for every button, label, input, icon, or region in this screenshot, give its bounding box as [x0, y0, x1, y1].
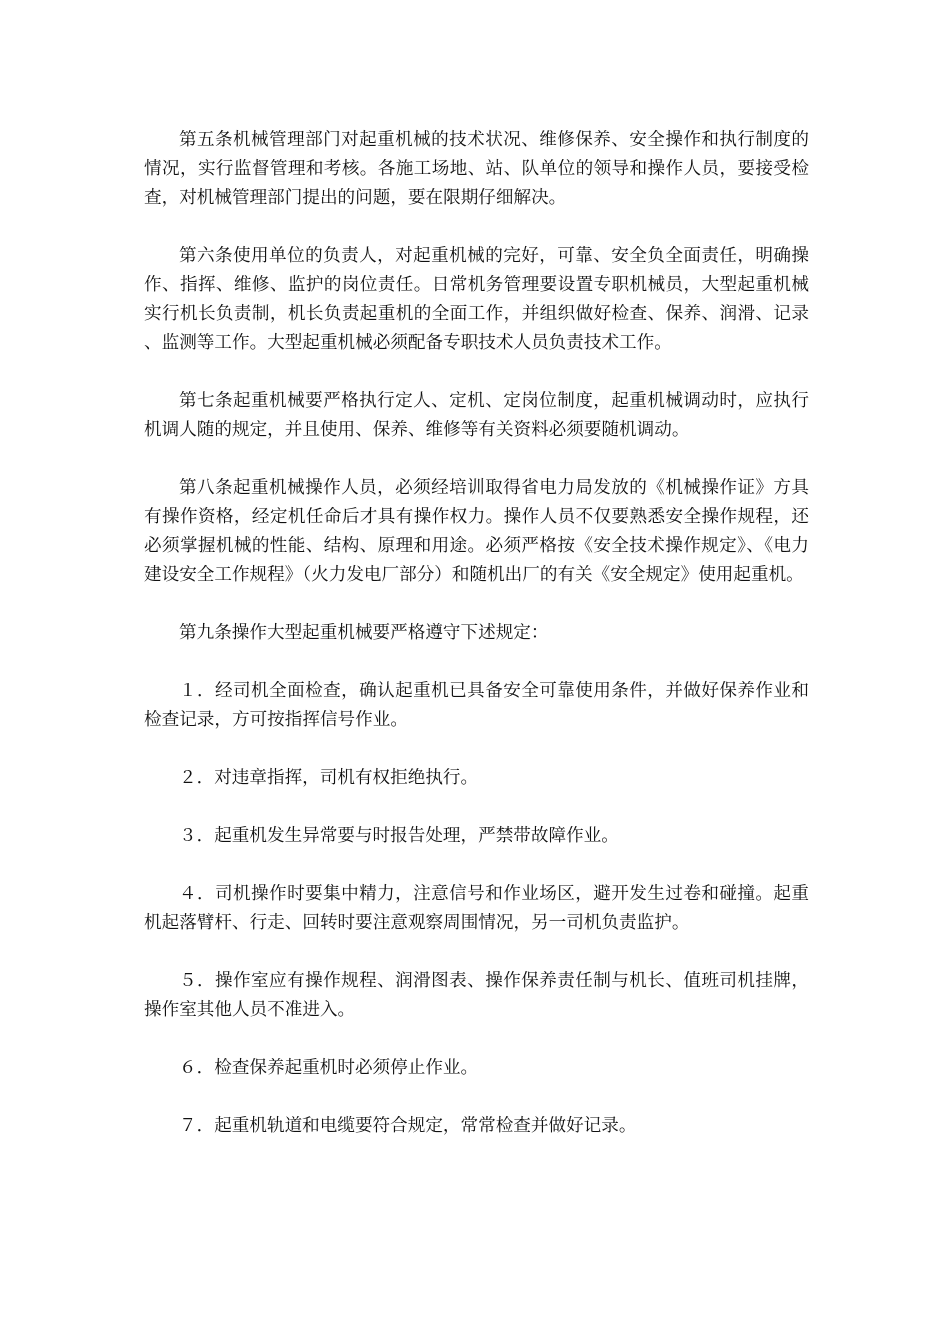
rule-item-6: ６．检查保养起重机时必须停止作业。 — [179, 1058, 479, 1078]
rule-item-1: １．经司机全面检查，确认起重机已具备安全可靠使用条件，并做好保养作业和检查记录，方可按指挥信号作业。 — [144, 681, 809, 730]
rule-item-2: ２．对违章指挥，司机有权拒绝执行。 — [179, 768, 479, 788]
article-8-paragraph: 第八条起重机械操作人员，必须经培训取得省电力局发放的《机械操作证》方具有操作资格，经定机任命后才具有操作权力。操作人员不仅要熟悉安全操作规程，还必须掌握机械的性能、结构、原理和用途。必须严格按《安全技术操作规定》、《电力建设安全工作规程》（火力发电厂部分）和随机出厂的有关《安全规定》使用起重机。 — [144, 478, 809, 585]
rule-item-5: ５．操作室应有操作规程、润滑图表、操作保养责任制与机长、值班司机挂牌，操作室其他人员不准进入。 — [144, 971, 809, 1020]
article-9-paragraph: 第九条操作大型起重机械要严格遵守下述规定： — [179, 623, 549, 643]
article-6-paragraph: 第六条使用单位的负责人，对起重机械的完好，可靠、安全负全面责任，明确操作、指挥、维修、监护的岗位责任。日常机务管理要设置专职机械员，大型起重机械实行机长负责制，机长负责起重机的全面工作，并组织做好检查、保养、润滑、记录、监测等工作。大型起重机械必须配备专职技术人员负责技术工作。 — [144, 246, 809, 353]
document-body — [144, 126, 809, 1170]
rule-item-7: ７．起重机轨道和电缆要符合规定，常常检查并做好记录。 — [179, 1116, 637, 1136]
rule-item-3: ３．起重机发生异常要与时报告处理，严禁带故障作业。 — [179, 826, 619, 846]
article-5-paragraph: 第五条机械管理部门对起重机械的技术状况、维修保养、安全操作和执行制度的情况，实行监督管理和考核。各施工场地、站、队单位的领导和操作人员，要接受检查，对机械管理部门提出的问题，要在限期仔细解决。 — [144, 130, 809, 208]
rule-item-4: ４．司机操作时要集中精力，注意信号和作业场区，避开发生过卷和碰撞。起重机起落臂杆、行走、回转时要注意观察周围情况，另一司机负责监护。 — [144, 884, 809, 933]
article-7-paragraph: 第七条起重机械要严格执行定人、定机、定岗位制度，起重机械调动时，应执行机调人随的规定，并且使用、保养、维修等有关资料必须要随机调动。 — [144, 391, 809, 440]
